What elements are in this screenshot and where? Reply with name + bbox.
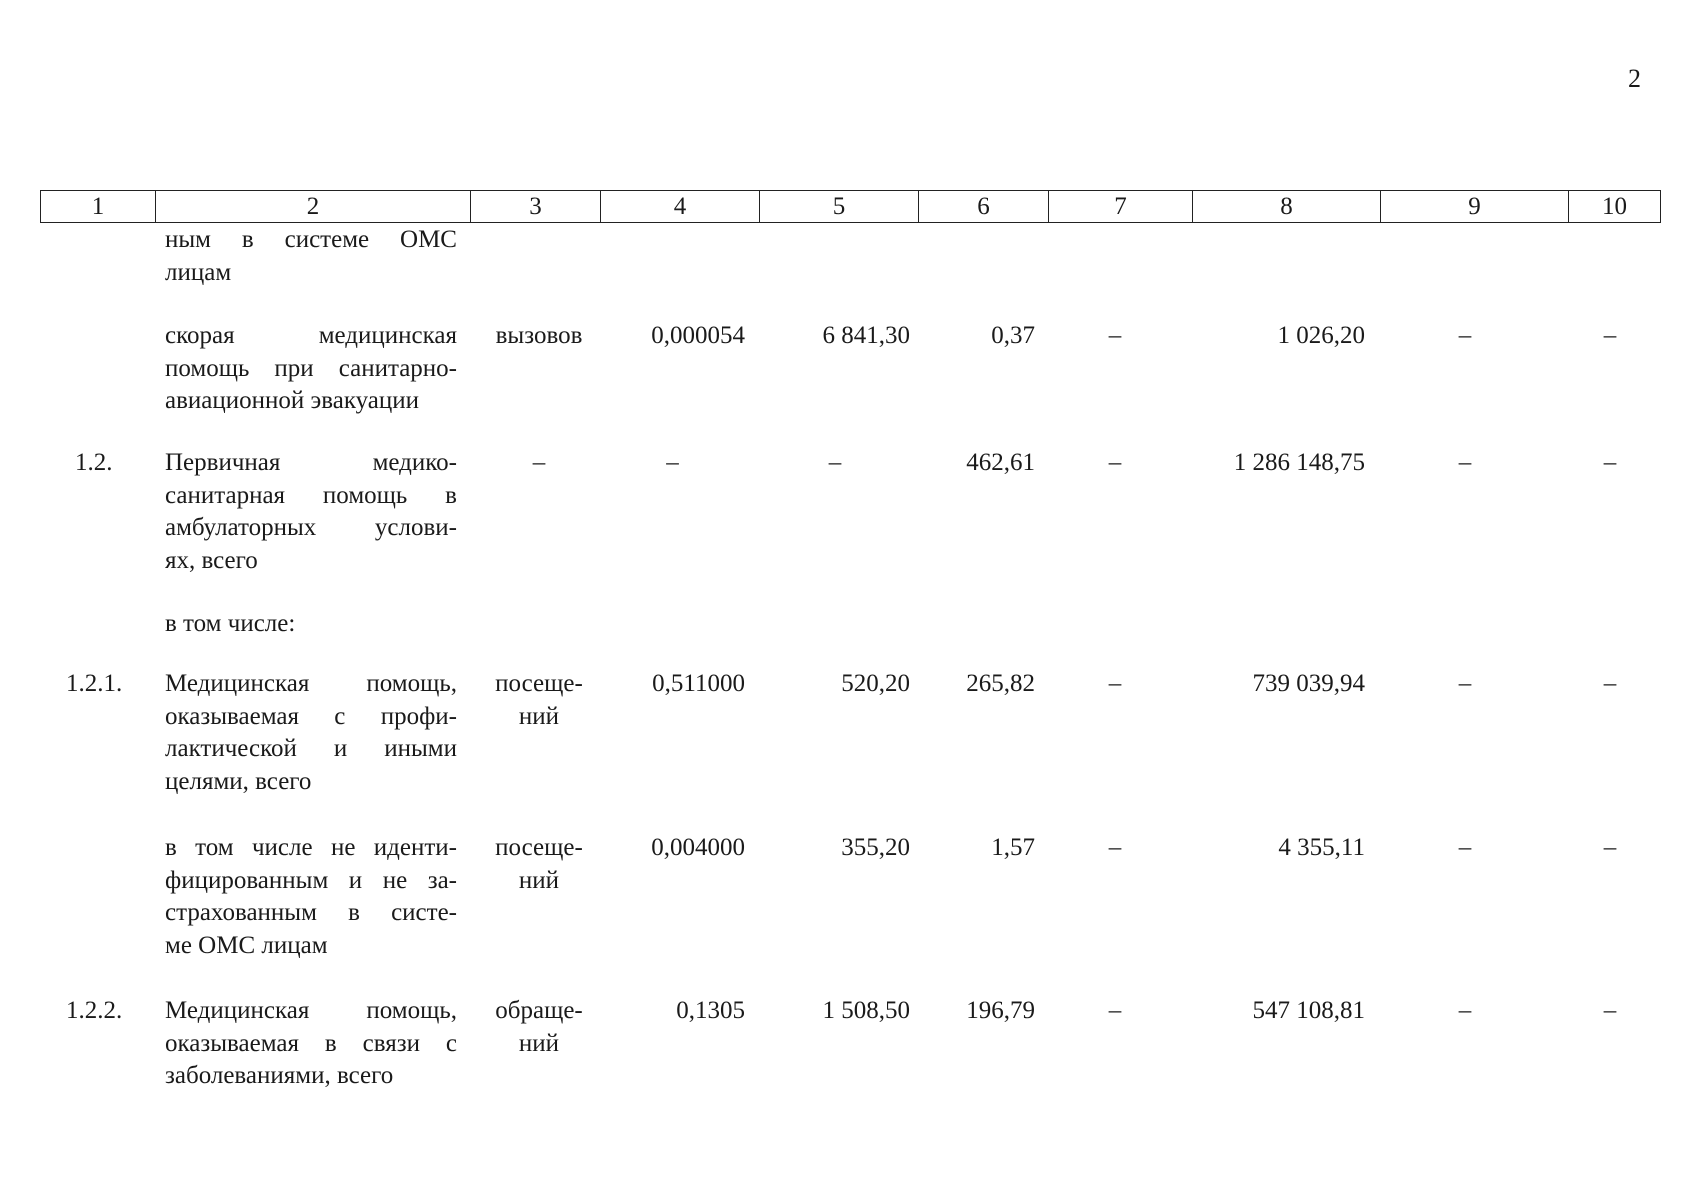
- row-6-unit: [484, 995, 594, 1060]
- row-0-description: [165, 224, 457, 289]
- row-3-desc-line: в том числе:: [165, 610, 296, 637]
- header-col-9: 9: [1381, 191, 1569, 223]
- row-4-number: 1.2.1.: [66, 670, 123, 697]
- row-5-col-10: –: [1603, 834, 1617, 861]
- header-col-3: 3: [471, 191, 601, 223]
- row-4-desc-line: Медицинская помощь,: [165, 670, 457, 697]
- row-2-desc-line: Первичная медико-: [165, 449, 457, 476]
- row-1-desc-line: помощь при санитарно-: [165, 354, 457, 382]
- row-4-col-4: 0,511000: [652, 670, 745, 697]
- row-4-col-10: –: [1603, 670, 1617, 697]
- row-1-col-10: –: [1603, 322, 1617, 349]
- row-2-col-4: –: [666, 449, 679, 476]
- header-col-8: 8: [1193, 191, 1381, 223]
- header-col-2: 2: [156, 191, 471, 223]
- row-5-col-6: 1,57: [991, 834, 1035, 861]
- row-2-desc-line: амбулаторных услови-: [165, 514, 457, 541]
- row-5-col-9: –: [1458, 834, 1472, 861]
- row-6-col-7: –: [1108, 997, 1122, 1024]
- row-2-col-10: –: [1603, 449, 1617, 476]
- header-col-6: 6: [919, 191, 1049, 223]
- row-3-description: [165, 608, 457, 641]
- row-4-desc-line: целями, всего: [165, 767, 312, 795]
- row-0-desc-line: ным в системе ОМС: [165, 226, 457, 253]
- row-6-number: 1.2.2.: [66, 997, 123, 1024]
- row-6-col-4: 0,1305: [676, 997, 745, 1024]
- row-4-col-9: –: [1458, 670, 1472, 697]
- row-5-desc-line: ме ОМС лицам: [165, 931, 328, 959]
- row-5-col-4: 0,004000: [651, 834, 745, 861]
- row-5-desc-line: страхованным в систе-: [165, 899, 457, 926]
- row-4-unit-line: посеще-: [495, 670, 583, 697]
- row-4-col-8: 739 039,94: [1252, 670, 1365, 697]
- row-2-col-8: 1 286 148,75: [1233, 449, 1365, 476]
- row-4-unit: [484, 668, 594, 733]
- row-2-col-6: 462,61: [966, 449, 1035, 476]
- row-6-col-8: 547 108,81: [1252, 997, 1365, 1024]
- row-2-desc-line: ях, всего: [165, 546, 258, 574]
- row-6-unit-line: обраще-: [495, 997, 583, 1024]
- row-1-unit: вызовов: [495, 322, 583, 349]
- row-2-number: 1.2.: [75, 449, 113, 476]
- row-1-col-7: –: [1108, 322, 1122, 349]
- row-6-unit-line: ний: [518, 1029, 560, 1057]
- row-1-col-4: 0,000054: [651, 322, 745, 349]
- row-4-description: [165, 668, 457, 798]
- row-5-unit-line: ний: [518, 866, 560, 894]
- row-2-desc-line: санитарная помощь в: [165, 481, 457, 509]
- row-5-unit-line: посеще-: [495, 834, 583, 861]
- header-row: [41, 191, 1661, 223]
- row-5-desc-line: в том числе не иденти-: [165, 834, 457, 861]
- row-6-col-9: –: [1458, 997, 1472, 1024]
- row-1-col-9: –: [1458, 322, 1472, 349]
- row-4-col-5: 520,20: [841, 670, 910, 697]
- header-col-4: 4: [601, 191, 760, 223]
- row-2-col-7: –: [1108, 449, 1122, 476]
- row-5-description: [165, 832, 457, 962]
- row-5-col-7: –: [1108, 834, 1122, 861]
- row-5-col-8: 4 355,11: [1278, 834, 1365, 861]
- header-col-5: 5: [760, 191, 919, 223]
- row-6-desc-line: заболеваниями, всего: [165, 1062, 394, 1089]
- row-6-desc-line: Медицинская помощь,: [165, 997, 457, 1024]
- header-col-1: 1: [41, 191, 156, 223]
- row-4-desc-line: оказываемая с профи-: [165, 702, 457, 730]
- row-2-unit: –: [532, 449, 546, 476]
- row-5-col-5: 355,20: [841, 834, 910, 861]
- row-1-col-8: 1 026,20: [1277, 322, 1365, 349]
- row-1-desc-line: авиационной эвакуации: [165, 387, 420, 414]
- header-col-10: 10: [1569, 191, 1661, 223]
- row-1-description: [165, 320, 457, 418]
- column-number-header: [40, 190, 1661, 223]
- row-1-desc-line: скорая медицинская: [165, 322, 457, 349]
- row-2-col-9: –: [1458, 449, 1472, 476]
- row-6-col-6: 196,79: [966, 997, 1035, 1024]
- row-5-unit: [484, 832, 594, 897]
- row-4-desc-line: лактической и иными: [165, 735, 457, 762]
- header-col-7: 7: [1049, 191, 1193, 223]
- row-5-desc-line: фицированным и не за-: [165, 866, 457, 894]
- page-number: 2: [1628, 64, 1641, 93]
- row-2-col-5: –: [828, 449, 842, 476]
- row-0-desc-line: лицам: [165, 258, 232, 286]
- row-6-col-5: 1 508,50: [822, 997, 910, 1024]
- row-4-col-7: –: [1108, 670, 1122, 697]
- row-1-col-5: 6 841,30: [822, 322, 910, 349]
- row-4-unit-line: ний: [518, 702, 560, 730]
- row-6-description: [165, 995, 457, 1093]
- row-6-desc-line: оказываемая в связи с: [165, 1029, 457, 1057]
- row-6-col-10: –: [1603, 997, 1617, 1024]
- row-4-col-6: 265,82: [966, 670, 1035, 697]
- row-2-description: [165, 447, 457, 577]
- row-1-col-6: 0,37: [991, 322, 1035, 349]
